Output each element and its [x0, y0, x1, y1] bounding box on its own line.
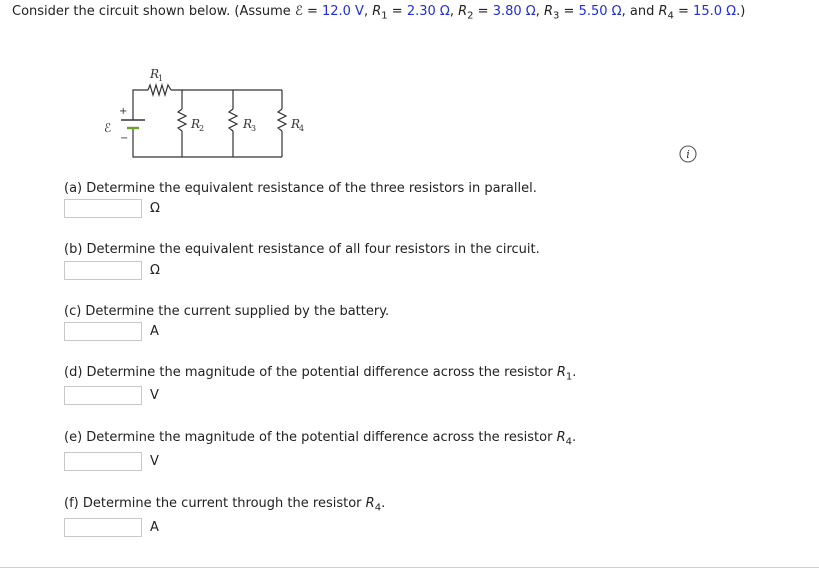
question-f-symbol: R: [365, 496, 375, 511]
question-e-text: (e) Determine the magnitude of the potential difference across the resistor: [64, 430, 557, 445]
circuit-diagram: [100, 62, 330, 162]
question-e-end: .: [571, 430, 577, 445]
r1-label-sub: 1: [158, 74, 164, 83]
intro-eq2: =: [387, 4, 407, 19]
answer-d-input[interactable]: [64, 386, 142, 405]
battery-minus-sign: −: [120, 133, 129, 144]
question-e-symbol: R: [556, 430, 566, 445]
r3-label-sub: 3: [251, 124, 257, 133]
question-e-prompt: [64, 430, 576, 448]
question-b-prompt: (b) Determine the equivalent resistance of all four resistors in the circuit.: [64, 242, 540, 257]
emf-symbol: ℰ: [294, 4, 303, 19]
question-f-end: .: [381, 496, 386, 511]
r4-zigzag: [278, 109, 286, 131]
question-d-subscript: 1: [565, 371, 573, 383]
intro-sep2: ,: [449, 4, 459, 19]
unit-f: A: [150, 520, 159, 535]
answer-f-input[interactable]: [64, 518, 142, 537]
r3-subscript: 3: [553, 10, 560, 22]
intro-eq5: =: [673, 4, 694, 19]
r3-symbol: R: [543, 4, 554, 19]
problem-statement: [12, 4, 745, 22]
unit-a: Ω: [150, 201, 160, 216]
bottom-wire: [133, 128, 282, 157]
r4-symbol: R: [658, 4, 668, 19]
r1-subscript: 1: [381, 10, 388, 22]
r4-label: R: [291, 117, 301, 131]
r4-value: 15.0 Ω: [693, 4, 737, 19]
intro-eq4: =: [559, 4, 579, 19]
r3-zigzag: [229, 109, 237, 131]
unit-b: Ω: [150, 263, 160, 278]
r2-subscript: 2: [467, 10, 474, 22]
top-wire-left: [133, 90, 148, 120]
r3-value: 5.50 Ω: [578, 4, 622, 19]
r2-zigzag: [178, 109, 186, 131]
question-d-symbol: R: [556, 365, 566, 380]
intro-lead: Consider the circuit shown below. (Assume: [12, 4, 295, 19]
info-icon-label: i: [686, 148, 690, 161]
question-d-end: .: [572, 365, 577, 380]
battery-emf-label: ℰ: [104, 121, 112, 135]
intro-eq1: =: [302, 4, 322, 19]
r1-symbol: R: [372, 4, 382, 19]
r2-label-sub: 2: [199, 124, 205, 133]
battery-plus-sign: +: [119, 106, 128, 117]
r4-label-sub: 4: [299, 124, 305, 133]
answer-b-input[interactable]: [64, 261, 142, 280]
unit-c: A: [150, 324, 159, 339]
intro-sep4: , and: [621, 4, 659, 19]
bottom-divider: [0, 567, 819, 568]
question-a-prompt: (a) Determine the equivalent resistance of the three resistors in parallel.: [64, 181, 537, 196]
answer-c-input[interactable]: [64, 322, 142, 341]
r1-value: 2.30 Ω: [406, 4, 450, 19]
r1-zigzag: [148, 85, 171, 95]
unit-e: V: [150, 454, 159, 469]
info-icon[interactable]: [678, 144, 698, 164]
intro-sep3: ,: [535, 4, 544, 19]
answer-e-input[interactable]: [64, 452, 142, 471]
question-d-prompt: [64, 365, 576, 383]
r2-symbol: R: [458, 4, 468, 19]
intro-sep1: ,: [363, 4, 373, 19]
intro-eq3: =: [473, 4, 493, 19]
question-f-text: (f) Determine the current through the resistor: [64, 496, 366, 511]
r2-value: 3.80 Ω: [492, 4, 536, 19]
r2-label: R: [191, 117, 201, 131]
question-d-text: (d) Determine the magnitude of the potential difference across the resistor: [64, 365, 557, 380]
question-f-prompt: [64, 496, 385, 514]
intro-tail: .): [736, 4, 746, 19]
r3-label: R: [243, 117, 253, 131]
answer-a-input[interactable]: [64, 199, 142, 218]
r4-subscript: 4: [667, 10, 674, 22]
question-f-subscript: 4: [374, 502, 382, 514]
emf-value: 12.0 V: [321, 4, 364, 19]
r1-label: R: [150, 67, 160, 81]
question-e-subscript: 4: [565, 436, 572, 448]
question-c-prompt: (c) Determine the current supplied by the battery.: [64, 304, 390, 319]
unit-d: V: [150, 388, 159, 403]
